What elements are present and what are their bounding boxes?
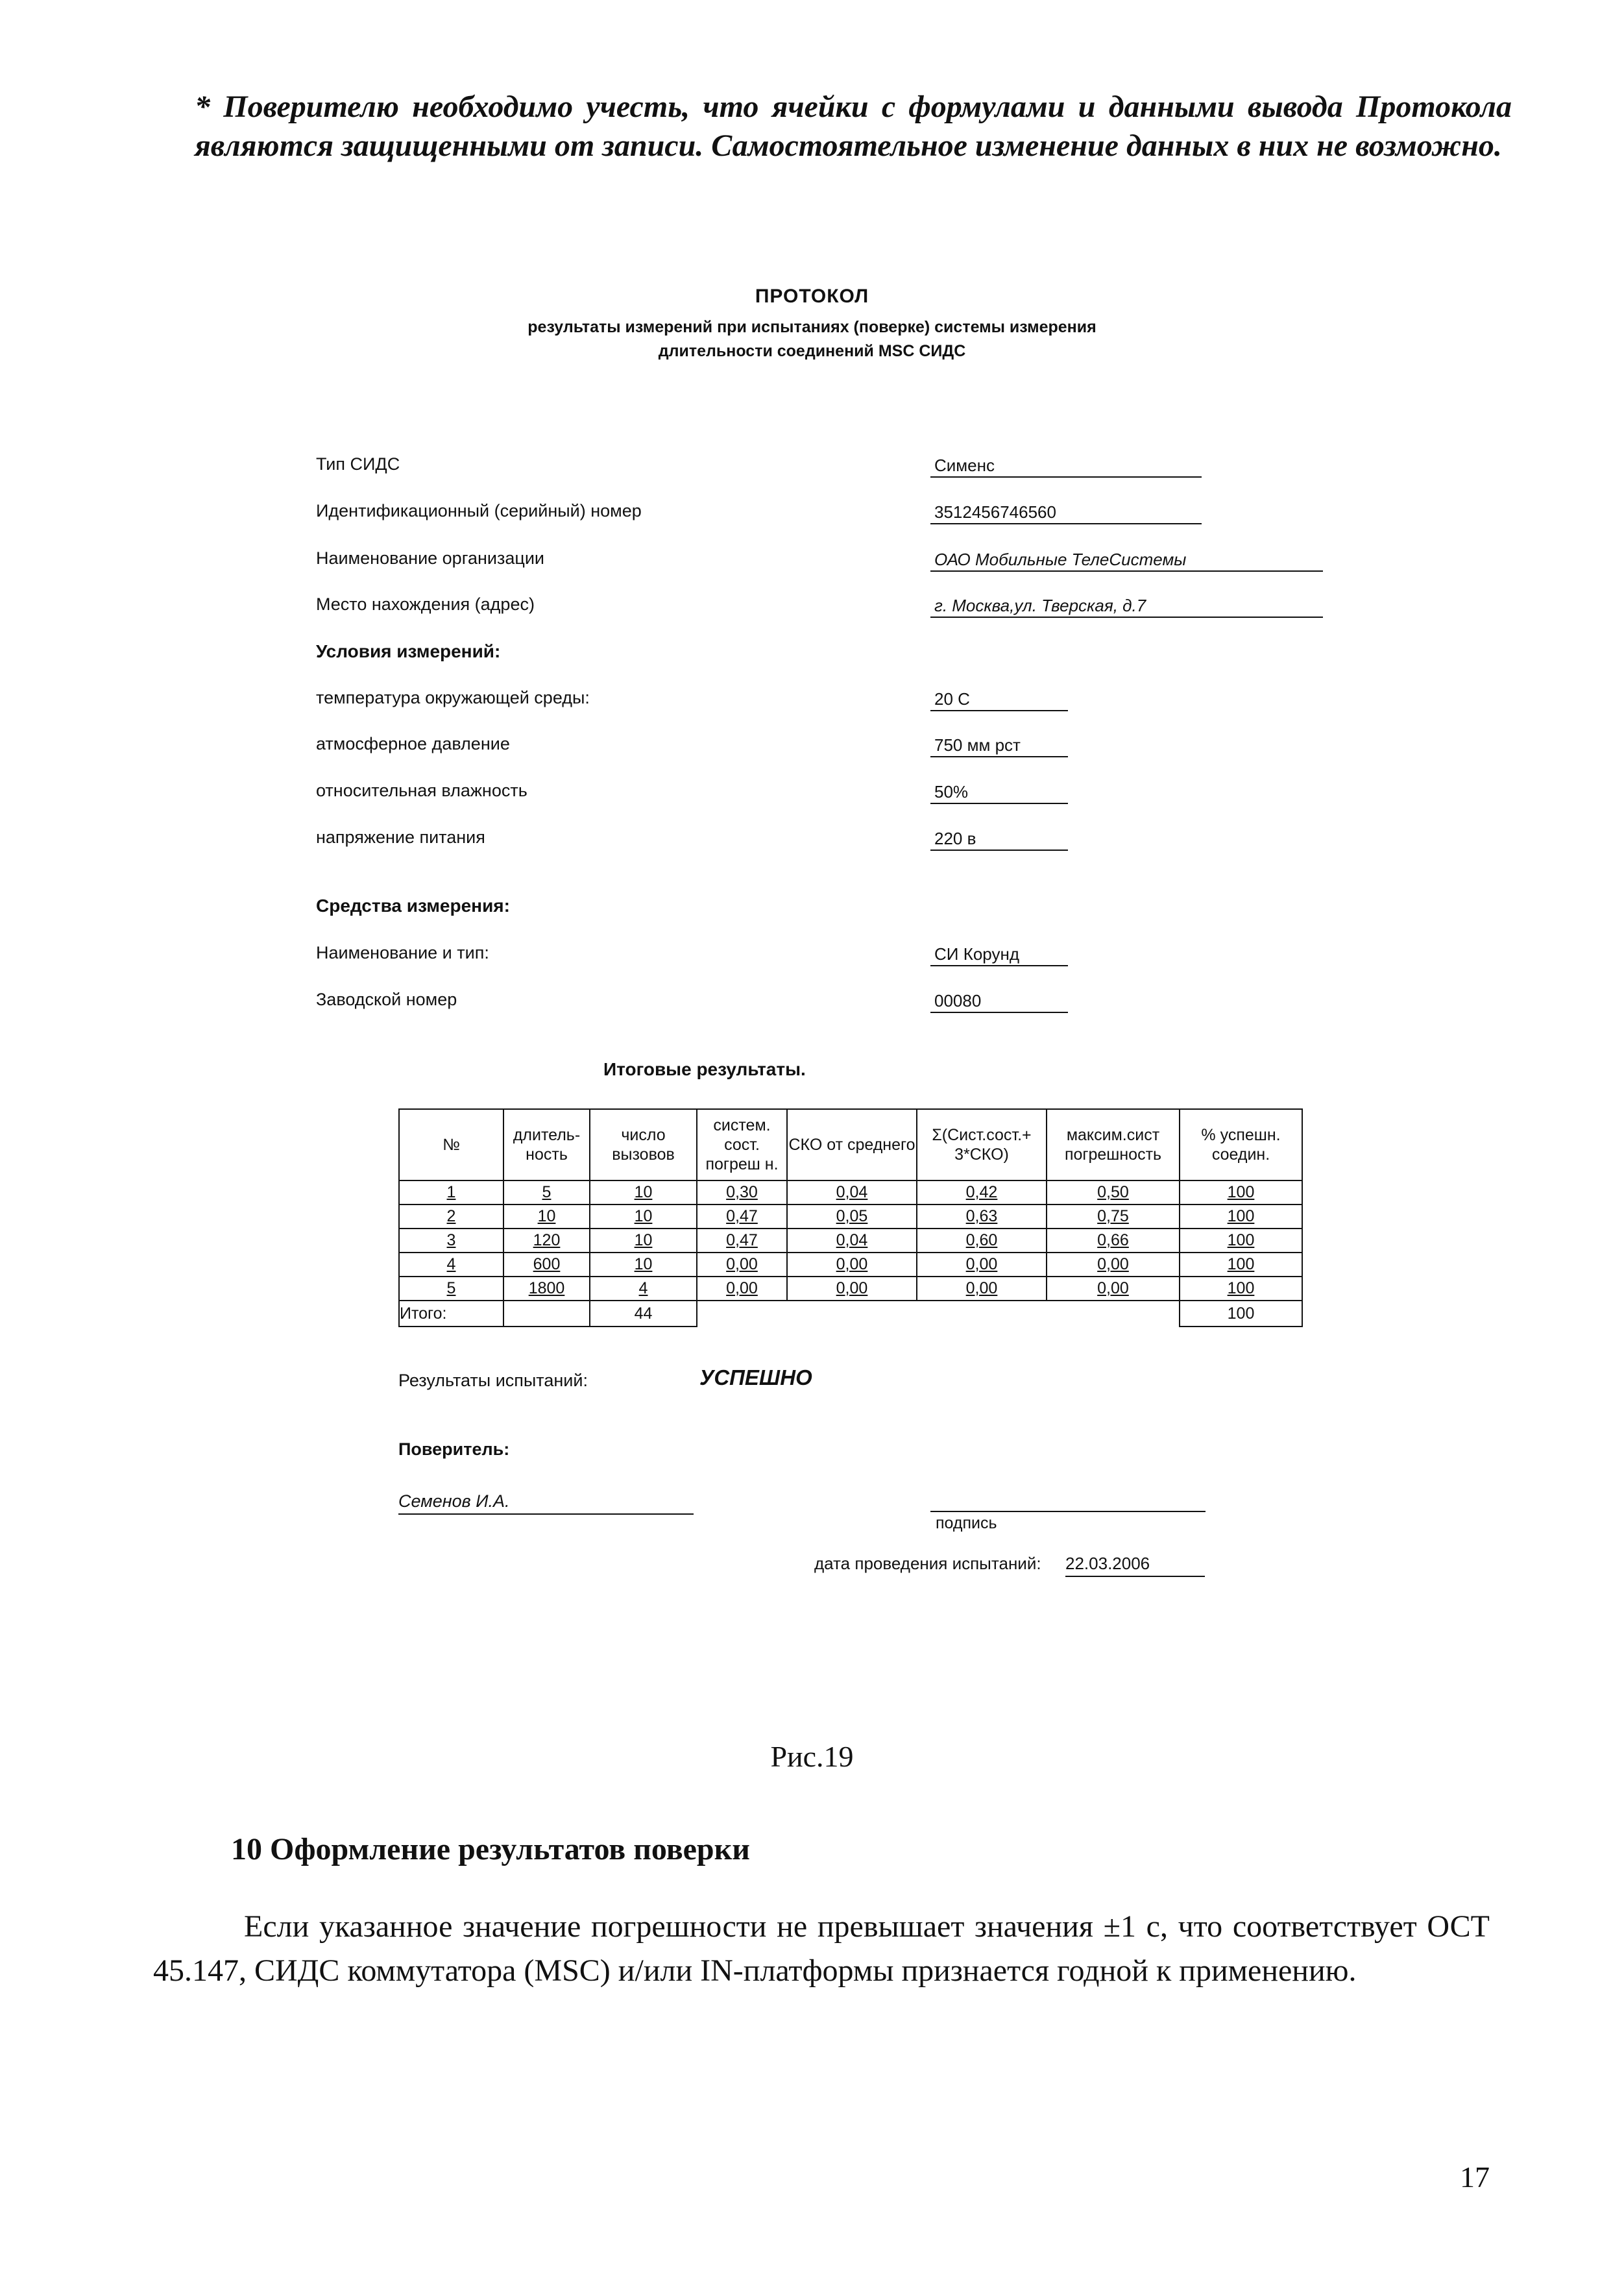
humidity-value: 50% bbox=[930, 781, 1068, 804]
protocol-subtitle-2: длительности соединений MSC СИДС bbox=[658, 342, 966, 360]
instrument-name-value: СИ Корунд bbox=[930, 943, 1068, 966]
table-cell: 100 bbox=[1180, 1253, 1302, 1277]
section-heading: 10 Оформление результатов поверки bbox=[231, 1832, 750, 1866]
table-cell: 0,00 bbox=[1047, 1253, 1180, 1277]
header-calls: число вызовов bbox=[590, 1109, 697, 1180]
table-cell: 0,00 bbox=[1047, 1277, 1180, 1301]
conditions-heading: Условия измерений: bbox=[316, 641, 501, 661]
figure-caption: Рис.19 bbox=[770, 1740, 854, 1773]
voltage-value: 220 в bbox=[930, 827, 1068, 851]
results-table bbox=[398, 1108, 1303, 1327]
serial-label: Идентификационный (серийный) номер bbox=[316, 501, 642, 520]
header-std-deviation: СКО от среднего bbox=[787, 1109, 917, 1180]
table-cell: 4 bbox=[590, 1277, 697, 1301]
table-cell: 100 bbox=[1180, 1229, 1302, 1253]
table-row bbox=[399, 1205, 1302, 1229]
table-cell: 0,42 bbox=[917, 1180, 1047, 1205]
table-cell: 5 bbox=[399, 1277, 503, 1301]
type-label: Тип СИДС bbox=[316, 454, 400, 474]
pressure-label: атмосферное давление bbox=[316, 734, 510, 753]
verifier-name: Семенов И.А. bbox=[398, 1490, 694, 1515]
table-cell: 10 bbox=[590, 1205, 697, 1229]
protocol-title: ПРОТОКОЛ bbox=[755, 286, 869, 307]
table-cell: 1800 bbox=[503, 1277, 590, 1301]
table-cell: 0,66 bbox=[1047, 1229, 1180, 1253]
instruments-heading: Средства измерения: bbox=[316, 896, 510, 916]
organization-value: ОАО Мобильные ТелеСистемы bbox=[930, 548, 1323, 572]
test-date-value: 22.03.2006 bbox=[1065, 1552, 1205, 1577]
body-paragraph: Если указанное значение погрешности не превышает значения ±1 с, что соответствует ОСТ 45.147, СИДС коммутатора (MSC) и/или IN-платформы признается годной к применению. bbox=[153, 1909, 1490, 1988]
table-cell: 600 bbox=[503, 1253, 590, 1277]
test-results-value: УСПЕШНО bbox=[699, 1365, 812, 1389]
protocol-subtitle-1: результаты измерений при испытаниях (поверке) системы измерения bbox=[527, 318, 1097, 336]
voltage-label: напряжение питания bbox=[316, 827, 485, 847]
table-cell: 3 bbox=[399, 1229, 503, 1253]
table-cell: 10 bbox=[590, 1180, 697, 1205]
table-cell: 0,47 bbox=[697, 1229, 787, 1253]
write-protection-note: * Поверителю необходимо учесть, что ячейки с формулами и данными вывода Протокола являются защищенными от записи. Самостоятельное изменение данных в них не возможно. bbox=[195, 90, 1512, 163]
table-cell: 2 bbox=[399, 1205, 503, 1229]
verifier-label: Поверитель: bbox=[398, 1439, 510, 1459]
table-cell: 0,00 bbox=[697, 1253, 787, 1277]
instrument-name-label: Наименование и тип: bbox=[316, 943, 489, 962]
instrument-serial-value: 00080 bbox=[930, 990, 1068, 1013]
table-cell: 0,00 bbox=[697, 1277, 787, 1301]
instrument-serial-label: Заводской номер bbox=[316, 990, 457, 1009]
table-cell: 0,60 bbox=[917, 1229, 1047, 1253]
table-cell: 0,50 bbox=[1047, 1180, 1180, 1205]
table-cell: 0,00 bbox=[787, 1253, 917, 1277]
table-cell: 0,30 bbox=[697, 1180, 787, 1205]
table-cell: 5 bbox=[503, 1180, 590, 1205]
table-cell: 100 bbox=[1180, 1205, 1302, 1229]
total-success: 100 bbox=[1180, 1301, 1302, 1327]
table-row bbox=[399, 1277, 1302, 1301]
test-date-label: дата проведения испытаний: bbox=[814, 1554, 1041, 1573]
table-cell: 0,05 bbox=[787, 1205, 917, 1229]
temperature-label: температура окружающей среды: bbox=[316, 688, 590, 707]
table-cell: 1 bbox=[399, 1180, 503, 1205]
type-value: Сименс bbox=[930, 454, 1202, 478]
table-cell: 0,04 bbox=[787, 1229, 917, 1253]
table-cell: 0,04 bbox=[787, 1180, 917, 1205]
table-cell bbox=[697, 1301, 787, 1327]
table-cell: 10 bbox=[503, 1205, 590, 1229]
signature-label: подпись bbox=[936, 1514, 997, 1532]
header-number: № bbox=[399, 1109, 503, 1180]
total-label: Итого: bbox=[399, 1301, 503, 1327]
pressure-value: 750 мм рст bbox=[930, 734, 1068, 757]
results-title: Итоговые результаты. bbox=[603, 1059, 806, 1079]
page-number: 17 bbox=[1460, 2160, 1490, 2194]
table-row bbox=[399, 1180, 1302, 1205]
temperature-value: 20 С bbox=[930, 688, 1068, 711]
serial-value: 3512456746560 bbox=[930, 501, 1202, 524]
table-cell: 0,00 bbox=[917, 1277, 1047, 1301]
test-results-label: Результаты испытаний: bbox=[398, 1371, 588, 1390]
header-max-error: максим.сист погрешность bbox=[1047, 1109, 1180, 1180]
table-cell: 0,00 bbox=[917, 1253, 1047, 1277]
table-cell: 4 bbox=[399, 1253, 503, 1277]
table-total-row bbox=[399, 1301, 1302, 1327]
table-cell: 120 bbox=[503, 1229, 590, 1253]
table-cell: 10 bbox=[590, 1229, 697, 1253]
table-cell: 100 bbox=[1180, 1277, 1302, 1301]
table-header-row bbox=[399, 1109, 1302, 1180]
header-success-rate: % успешн. соедин. bbox=[1180, 1109, 1302, 1180]
table-row bbox=[399, 1229, 1302, 1253]
table-cell: 0,00 bbox=[787, 1277, 917, 1301]
table-cell bbox=[1047, 1301, 1180, 1327]
table-cell bbox=[503, 1301, 590, 1327]
humidity-label: относительная влажность bbox=[316, 781, 527, 800]
table-cell bbox=[787, 1301, 917, 1327]
header-sum: Σ(Сист.сост.+ 3*СКО) bbox=[917, 1109, 1047, 1180]
table-row bbox=[399, 1253, 1302, 1277]
table-cell: 10 bbox=[590, 1253, 697, 1277]
address-label: Место нахождения (адрес) bbox=[316, 594, 535, 614]
organization-label: Наименование организации bbox=[316, 548, 544, 568]
header-system-error: систем. сост. погреш н. bbox=[697, 1109, 787, 1180]
table-cell bbox=[917, 1301, 1047, 1327]
table-cell: 0,63 bbox=[917, 1205, 1047, 1229]
table-cell: 0,75 bbox=[1047, 1205, 1180, 1229]
header-duration: длитель-ность bbox=[503, 1109, 590, 1180]
address-value: г. Москва,ул. Тверская, д.7 bbox=[930, 594, 1323, 618]
total-calls: 44 bbox=[590, 1301, 697, 1327]
table-cell: 0,47 bbox=[697, 1205, 787, 1229]
signature-line bbox=[930, 1510, 1206, 1512]
table-cell: 100 bbox=[1180, 1180, 1302, 1205]
